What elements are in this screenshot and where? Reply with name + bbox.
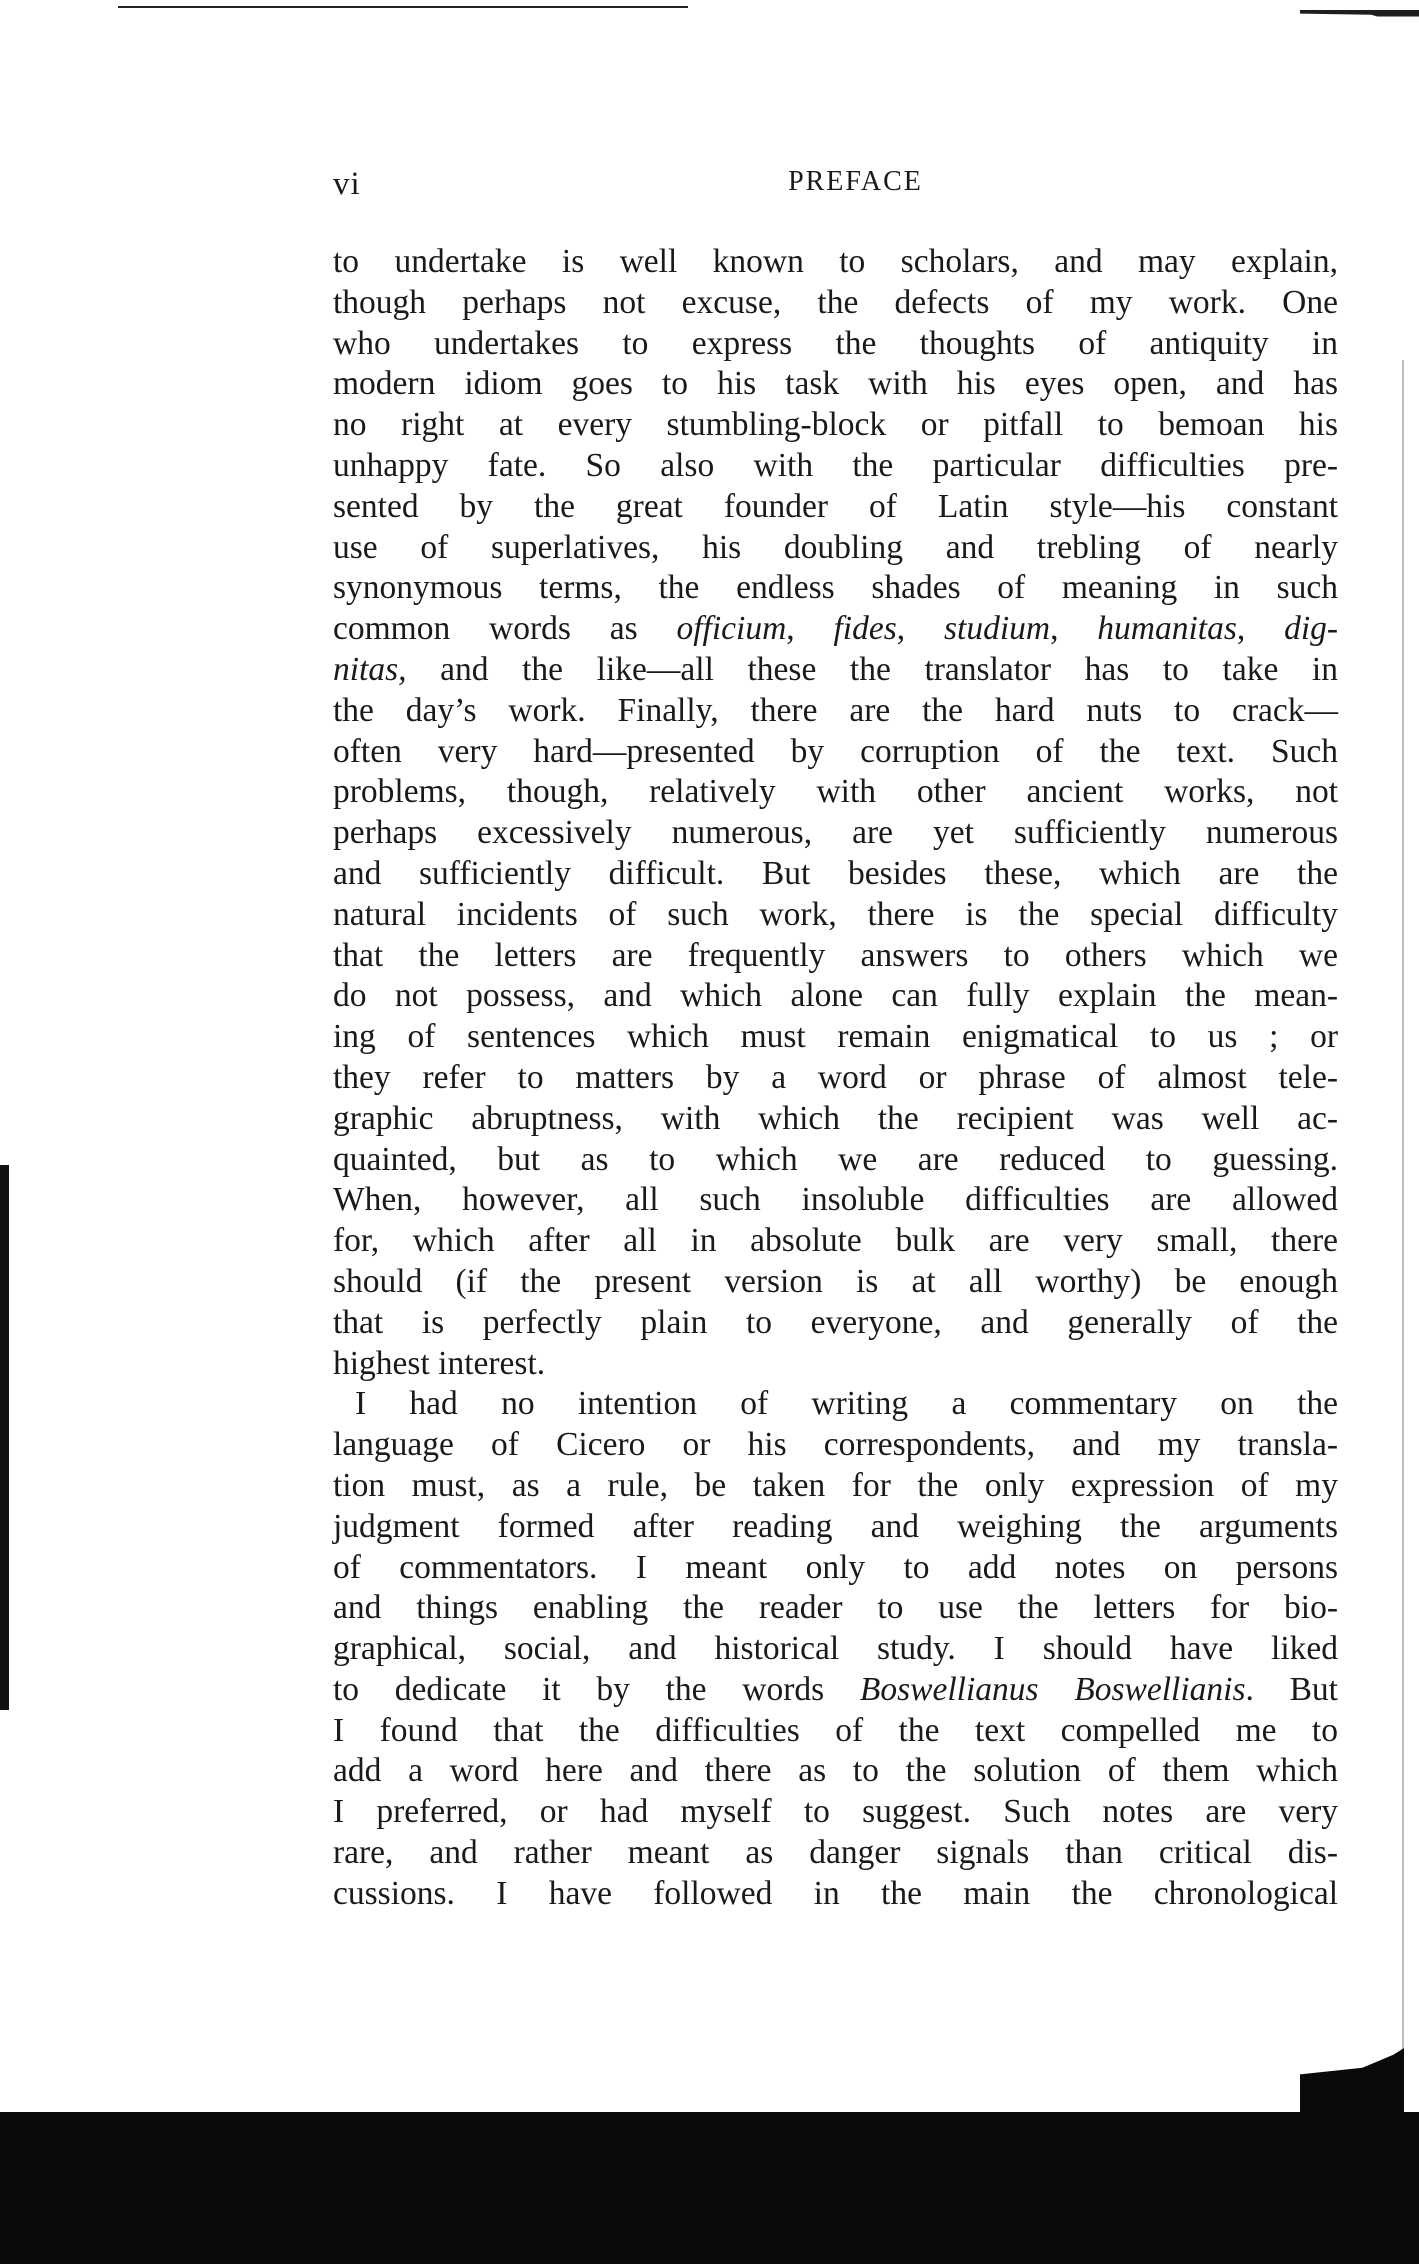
text-line: of commentators. I meant only to add notes on persons [333, 1548, 1338, 1586]
latin-term: studium [943, 610, 1051, 648]
scan-bottom-notch [1300, 2048, 1404, 2114]
text-line: do not possess, and which alone can fully explain the mean- [333, 977, 1338, 1015]
text-line: that is perfectly plain to everyone, and generally of the [333, 1303, 1338, 1341]
line-punct: , [896, 610, 944, 648]
text-line: for, which after all in absolute bulk are very small, there [333, 1222, 1338, 1260]
latin-term: nitas, [333, 650, 407, 688]
page-header [333, 166, 1338, 206]
text-line: highest interest. [333, 1344, 546, 1382]
text-line: problems, though, relatively with other ancient works, not [333, 773, 1338, 811]
text-line: and sufficiently difficult. But besides these, which are the [333, 854, 1338, 892]
line-punct: , [1236, 610, 1285, 648]
scan-right-edge [1402, 360, 1404, 2060]
scan-bottom-band [0, 2112, 1419, 2264]
text-line: I had no intention of writing a commentary on the [355, 1385, 1338, 1423]
text-line: language of Cicero or his correspondents, and my transla- [333, 1426, 1338, 1464]
text-line: the day’s work. Finally, there are the hard nuts to crack— [333, 691, 1338, 729]
text-line: graphical, social, and historical study. I should have liked [333, 1630, 1338, 1668]
text-line: often very hard—presented by corruption of the text. Such [333, 732, 1338, 770]
text-line: ing of sentences which must remain enigmatical to us ; or [333, 1018, 1338, 1056]
latin-term: fides [833, 610, 897, 648]
top-rule [118, 6, 688, 8]
latin-term: officium [676, 610, 787, 648]
text-line: unhappy fate. So also with the particular difficulties pre- [333, 446, 1338, 484]
line-text: to dedicate it by the words [333, 1670, 860, 1708]
latin-term: humanitas [1097, 610, 1237, 648]
text-line [333, 1670, 1338, 1711]
latin-term: Boswellianus Boswellianis [859, 1670, 1246, 1708]
text-line: rare, and rather meant as danger signals than critical dis- [333, 1834, 1338, 1872]
body-text [333, 242, 1338, 1915]
running-head: PREFACE [788, 166, 923, 197]
page-number: vi [333, 166, 361, 202]
text-line: I found that the difficulties of the text compelled me to [333, 1711, 1338, 1749]
text-line: I preferred, or had myself to suggest. Such notes are very [333, 1793, 1338, 1831]
text-line: use of superlatives, his doubling and trebling of nearly [333, 528, 1338, 566]
text-line: cussions. I have followed in the main the chronological [333, 1874, 1338, 1912]
text-line: who undertakes to express the thoughts of antiquity in [333, 324, 1338, 362]
text-line: that the letters are frequently answers to others which we [333, 936, 1338, 974]
latin-term: dig- [1284, 610, 1339, 648]
text-line [333, 650, 1338, 691]
line-text: . But [1245, 1670, 1338, 1708]
line-text: and the like—all these the translator has to take in [406, 650, 1338, 688]
text-line: should (if the present version is at all worthy) be enough [333, 1262, 1338, 1300]
text-line: perhaps excessively numerous, are yet sufficiently numerous [333, 814, 1338, 852]
text-line: judgment formed after reading and weighing the arguments [333, 1507, 1338, 1545]
text-line: sented by the great founder of Latin style—his constant [333, 487, 1338, 525]
scan-left-edge [0, 1165, 9, 1710]
text-line: to undertake is well known to scholars, and may explain, [333, 243, 1338, 280]
text-line: add a word here and there as to the solution of them which [333, 1752, 1338, 1790]
line-punct: , [786, 610, 834, 648]
scan-edge-mark [1300, 10, 1419, 22]
text-line: and things enabling the reader to use the letters for bio- [333, 1589, 1338, 1627]
text-line: tion must, as a rule, be taken for the only expression of my [333, 1466, 1338, 1504]
text-line: natural incidents of such work, there is the special difficulty [333, 895, 1338, 933]
text-line: quainted, but as to which we are reduced to guessing. [333, 1140, 1338, 1178]
text-line: they refer to matters by a word or phrase of almost tele- [333, 1058, 1338, 1096]
text-line: graphic abruptness, with which the recipient was well ac- [333, 1099, 1338, 1137]
text-line: though perhaps not excuse, the defects of my work. One [333, 283, 1338, 321]
text-line: no right at every stumbling-block or pitfall to bemoan his [333, 406, 1338, 444]
text-line: synonymous terms, the endless shades of meaning in such [333, 569, 1338, 607]
line-text: common words as [333, 610, 677, 648]
text-line [333, 609, 1338, 650]
text-line: When, however, all such insoluble difficulties are allowed [333, 1181, 1338, 1219]
text-line: modern idiom goes to his task with his eyes open, and has [333, 365, 1338, 403]
line-punct: , [1050, 610, 1098, 648]
